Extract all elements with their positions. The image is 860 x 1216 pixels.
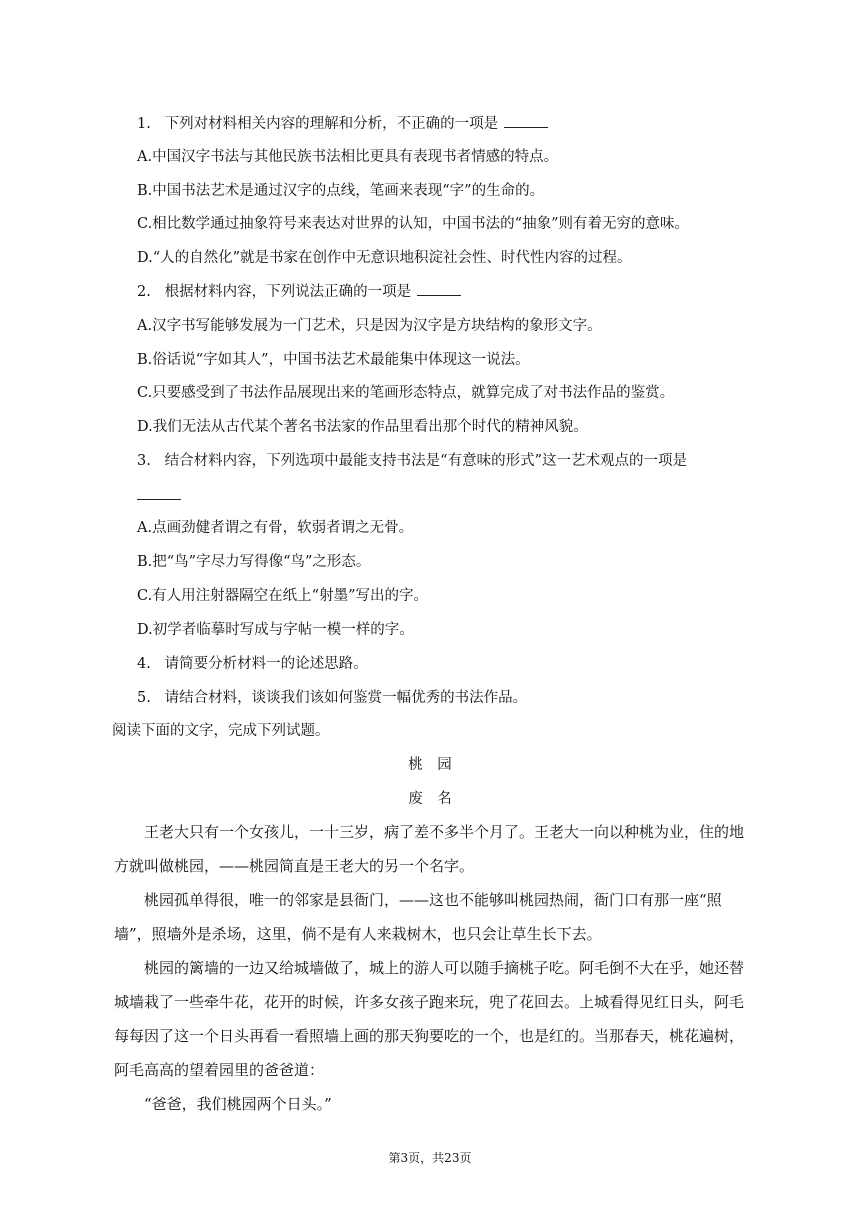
option-3b: B.把“鸟”字尽力写得像“鸟”之形态。 <box>137 554 371 570</box>
answer-blank <box>137 487 181 500</box>
question-4 <box>137 654 368 674</box>
question-number: 5. <box>137 690 151 706</box>
article-author: 废 名 <box>408 791 452 807</box>
option-1a: A.中国汉字书法与其他民族书法相比更具有表现书者情感的特点。 <box>137 149 559 165</box>
option-1c: C.相比数学通过抽象符号来表达对世界的认知，中国书法的“抽象”则有着无穷的意味。 <box>137 216 690 232</box>
question-1 <box>137 114 548 134</box>
answer-blank-line <box>137 486 181 506</box>
question-stem: 结合材料内容，下列选项中最能支持书法是“有意味的形式”这一艺术观点的一项是 <box>164 453 687 469</box>
option-2c: C.只要感受到了书法作品展现出来的笔画形态特点，就算完成了对书法作品的鉴赏。 <box>137 385 675 401</box>
article-paragraph-2: 桃园孤单得很，唯一的邻家是县衙门，——这也不能够叫桃园热闹，衙门口有那一座“照墙”，照墙外是杀场，这里，倘不是有人来栽树木，也只会让草生长下去。 <box>114 891 722 943</box>
option-3d: D.初学者临摹时写成与字帖一模一样的字。 <box>137 622 414 638</box>
option-2a: A.汉字书写能够发展为一门艺术，只是因为汉字是方块结构的象形文字。 <box>137 318 602 334</box>
option-3a: A.点画劲健者谓之有骨，软弱者谓之无骨。 <box>137 520 414 536</box>
article-paragraph-1: 王老大只有一个女孩儿，一十三岁，病了差不多半个月了。王老大一向以种桃为业，住的地方就叫做桃园，——桃园简直是王老大的另一个名字。 <box>114 823 745 875</box>
article-paragraph-4: “爸爸，我们桃园两个日头。” <box>144 1095 332 1113</box>
option-2b: B.俗话说“字如其人”，中国书法艺术最能集中体现这一说法。 <box>137 352 530 368</box>
question-number: 4. <box>137 656 151 672</box>
question-number: 3. <box>137 453 151 469</box>
article-paragraph-3: 桃园的篱墙的一边又给城墙做了，城上的游人可以随手摘桃子吃。阿毛倒不大在乎，她还替城墙栽了一些牵牛花，花开的时候，许多女孩子跑来玩，兜了花回去。上城看得见红日头，阿毛每每因了这一个日头再看一看照墙上画的那天狗要吃的一个，也是红的。当那春天，桃花遍树，阿毛高高的望着园里的爸爸道： <box>114 959 745 1079</box>
reading-intro: 阅读下面的文字，完成下列试题。 <box>112 723 330 739</box>
question-stem: 根据材料内容，下列说法正确的一项是 <box>164 284 412 300</box>
option-2d: D.我们无法从古代某个著名书法家的作品里看出那个时代的精神风貌。 <box>137 419 588 435</box>
question-stem: 请结合材料，谈谈我们该如何鉴赏一幅优秀的书法作品。 <box>164 690 528 706</box>
question-stem: 下列对材料相关内容的理解和分析，不正确的一项是 <box>164 116 499 132</box>
page-footer: 第3页，共23页 <box>388 1151 472 1165</box>
answer-blank <box>417 283 461 296</box>
question-2 <box>137 282 461 302</box>
article-title: 桃 园 <box>408 757 452 773</box>
option-3c: C.有人用注射器隔空在纸上“射墨”写出的字。 <box>137 588 429 604</box>
question-number: 1. <box>137 116 151 132</box>
question-3 <box>137 451 687 471</box>
option-1b: B.中国书法艺术是通过汉字的点线，笔画来表现“字”的生命的。 <box>137 183 545 199</box>
option-1d: D.“人的自然化”就是书家在创作中无意识地积淀社会性、时代性内容的过程。 <box>137 250 632 266</box>
answer-blank <box>504 115 548 128</box>
question-number: 2. <box>137 284 151 300</box>
question-5 <box>137 688 527 708</box>
question-stem: 请简要分析材料一的论述思路。 <box>164 656 368 672</box>
